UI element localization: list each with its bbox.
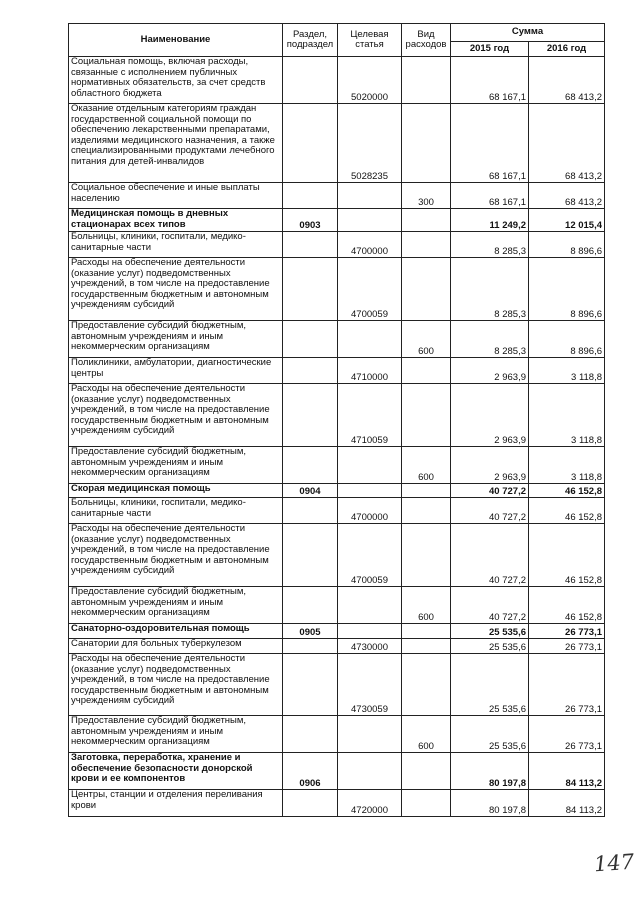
cell-target: 5028235 — [338, 104, 402, 183]
cell-2016: 46 152,8 — [529, 524, 605, 587]
cell-target — [338, 587, 402, 624]
cell-2016: 8 896,6 — [529, 232, 605, 258]
header-target: Целевая статья — [338, 24, 402, 57]
cell-2016: 46 152,8 — [529, 484, 605, 498]
cell-type — [402, 654, 451, 716]
table-row — [69, 484, 605, 498]
table-row — [69, 524, 605, 587]
cell-2015: 40 727,2 — [451, 524, 529, 587]
cell-name: Расходы на обеспечение деятельности (оказание услуг) подведомственных учреждений, в том числе на предоставление государственным бюджетным и автономным учреждениям субсидий — [69, 384, 283, 447]
cell-name: Предоставление субсидий бюджетным, автономным учреждениям и иным некоммерческим организациям — [69, 447, 283, 484]
cell-2015: 80 197,8 — [451, 753, 529, 790]
table-row — [69, 716, 605, 753]
cell-2015: 40 727,2 — [451, 484, 529, 498]
cell-name: Больницы, клиники, госпитали, медико-санитарные части — [69, 498, 283, 524]
table-row — [69, 447, 605, 484]
header-name: Наименование — [69, 24, 283, 57]
cell-2015: 25 535,6 — [451, 624, 529, 639]
cell-2015: 40 727,2 — [451, 587, 529, 624]
cell-2015: 68 167,1 — [451, 183, 529, 209]
cell-target: 4700059 — [338, 524, 402, 587]
table-row — [69, 639, 605, 654]
table-body — [69, 57, 605, 817]
cell-section — [283, 654, 338, 716]
cell-section — [283, 447, 338, 484]
cell-2015: 11 249,2 — [451, 209, 529, 232]
header-section: Раздел, подраздел — [283, 24, 338, 57]
cell-2016: 26 773,1 — [529, 624, 605, 639]
cell-section — [283, 232, 338, 258]
cell-name: Расходы на обеспечение деятельности (оказание услуг) подведомственных учреждений, в том числе на предоставление государственным бюджетным и автономным учреждениям субсидий — [69, 258, 283, 321]
cell-2016: 8 896,6 — [529, 321, 605, 358]
cell-target: 4710059 — [338, 384, 402, 447]
cell-name: Расходы на обеспечение деятельности (оказание услуг) подведомственных учреждений, в том числе на предоставление государственным бюджетным и автономным учреждениям субсидий — [69, 524, 283, 587]
cell-target: 4700000 — [338, 232, 402, 258]
cell-target: 4700000 — [338, 498, 402, 524]
cell-type — [402, 258, 451, 321]
cell-target: 4700059 — [338, 258, 402, 321]
cell-target — [338, 183, 402, 209]
cell-2016: 84 113,2 — [529, 753, 605, 790]
cell-2015: 25 535,6 — [451, 654, 529, 716]
table-row — [69, 104, 605, 183]
cell-2016: 46 152,8 — [529, 587, 605, 624]
cell-section: 0906 — [283, 753, 338, 790]
cell-2016: 3 118,8 — [529, 447, 605, 484]
cell-section — [283, 258, 338, 321]
page-number: 147 — [593, 849, 635, 877]
table-row — [69, 57, 605, 104]
cell-section — [283, 790, 338, 817]
cell-2015: 8 285,3 — [451, 321, 529, 358]
cell-2016: 26 773,1 — [529, 654, 605, 716]
cell-target: 5020000 — [338, 57, 402, 104]
cell-type — [402, 232, 451, 258]
cell-name: Скорая медицинская помощь — [69, 484, 283, 498]
cell-type: 600 — [402, 587, 451, 624]
header-year-2016: 2016 год — [529, 42, 605, 57]
cell-name: Санатории для больных туберкулезом — [69, 639, 283, 654]
cell-2015: 2 963,9 — [451, 447, 529, 484]
table-row — [69, 753, 605, 790]
cell-2016: 46 152,8 — [529, 498, 605, 524]
table-row — [69, 498, 605, 524]
cell-target — [338, 447, 402, 484]
table-row — [69, 384, 605, 447]
cell-section — [283, 104, 338, 183]
cell-target — [338, 209, 402, 232]
table-row — [69, 358, 605, 384]
table-row — [69, 258, 605, 321]
cell-type — [402, 209, 451, 232]
cell-target — [338, 716, 402, 753]
cell-name: Поликлиники, амбулатории, диагностические центры — [69, 358, 283, 384]
cell-name: Социальное обеспечение и иные выплаты населению — [69, 183, 283, 209]
cell-section: 0904 — [283, 484, 338, 498]
cell-type: 600 — [402, 447, 451, 484]
cell-target — [338, 753, 402, 790]
cell-type — [402, 753, 451, 790]
cell-section — [283, 524, 338, 587]
table-row — [69, 209, 605, 232]
cell-section — [283, 587, 338, 624]
cell-target — [338, 321, 402, 358]
cell-type — [402, 484, 451, 498]
table-row — [69, 624, 605, 639]
cell-target: 4720000 — [338, 790, 402, 817]
table-row — [69, 790, 605, 817]
cell-target — [338, 624, 402, 639]
cell-2016: 26 773,1 — [529, 639, 605, 654]
header-sum: Сумма — [451, 24, 605, 42]
header-type: Вид расходов — [402, 24, 451, 57]
cell-2016: 26 773,1 — [529, 716, 605, 753]
cell-name: Больницы, клиники, госпитали, медико-санитарные части — [69, 232, 283, 258]
cell-2016: 84 113,2 — [529, 790, 605, 817]
cell-2016: 3 118,8 — [529, 384, 605, 447]
cell-section: 0903 — [283, 209, 338, 232]
cell-type — [402, 358, 451, 384]
cell-2015: 68 167,1 — [451, 104, 529, 183]
table-row — [69, 321, 605, 358]
cell-2015: 25 535,6 — [451, 716, 529, 753]
cell-2015: 2 963,9 — [451, 358, 529, 384]
cell-section — [283, 498, 338, 524]
cell-2015: 25 535,6 — [451, 639, 529, 654]
cell-name: Предоставление субсидий бюджетным, автономным учреждениям и иным некоммерческим организациям — [69, 321, 283, 358]
cell-2016: 68 413,2 — [529, 183, 605, 209]
cell-type — [402, 57, 451, 104]
cell-type — [402, 104, 451, 183]
cell-section — [283, 57, 338, 104]
cell-type: 600 — [402, 321, 451, 358]
cell-type: 600 — [402, 716, 451, 753]
cell-name: Санаторно-оздоровительная помощь — [69, 624, 283, 639]
cell-2016: 8 896,6 — [529, 258, 605, 321]
cell-name: Расходы на обеспечение деятельности (оказание услуг) подведомственных учреждений, в том числе на предоставление государственным бюджетным и автономным учреждениям субсидий — [69, 654, 283, 716]
cell-name: Предоставление субсидий бюджетным, автономным учреждениям и иным некоммерческим организациям — [69, 587, 283, 624]
cell-section — [283, 384, 338, 447]
cell-2015: 8 285,3 — [451, 258, 529, 321]
cell-type — [402, 498, 451, 524]
cell-target — [338, 484, 402, 498]
table-row — [69, 232, 605, 258]
cell-type — [402, 524, 451, 587]
cell-2015: 40 727,2 — [451, 498, 529, 524]
cell-type: 300 — [402, 183, 451, 209]
cell-section — [283, 716, 338, 753]
cell-section: 0905 — [283, 624, 338, 639]
cell-name: Медицинская помощь в дневных стационарах всех типов — [69, 209, 283, 232]
cell-type — [402, 384, 451, 447]
cell-name: Заготовка, переработка, хранение и обеспечение безопасности донорской крови и ее компонентов — [69, 753, 283, 790]
cell-2015: 8 285,3 — [451, 232, 529, 258]
table-row — [69, 587, 605, 624]
cell-section — [283, 358, 338, 384]
cell-2015: 80 197,8 — [451, 790, 529, 817]
cell-name: Центры, станции и отделения переливания крови — [69, 790, 283, 817]
cell-section — [283, 639, 338, 654]
cell-section — [283, 321, 338, 358]
cell-2015: 68 167,1 — [451, 57, 529, 104]
cell-type — [402, 639, 451, 654]
table-row — [69, 654, 605, 716]
cell-name: Социальная помощь, включая расходы, связанные с исполнением публичных нормативных обязательств, за счет средств областного бюджета — [69, 57, 283, 104]
cell-name: Оказание отдельным категориям граждан государственной социальной помощи по обеспечению лекарственными препаратами, изделиями медицинского назначения, а также специализированными продуктами лечебного питания для детей-инвалидов — [69, 104, 283, 183]
cell-type — [402, 624, 451, 639]
cell-2016: 12 015,4 — [529, 209, 605, 232]
cell-2015: 2 963,9 — [451, 384, 529, 447]
cell-section — [283, 183, 338, 209]
cell-type — [402, 790, 451, 817]
table-row — [69, 183, 605, 209]
cell-2016: 68 413,2 — [529, 104, 605, 183]
cell-target: 4710000 — [338, 358, 402, 384]
cell-2016: 3 118,8 — [529, 358, 605, 384]
cell-2016: 68 413,2 — [529, 57, 605, 104]
cell-target: 4730059 — [338, 654, 402, 716]
header-year-2015: 2015 год — [451, 42, 529, 57]
budget-table — [68, 23, 605, 817]
cell-target: 4730000 — [338, 639, 402, 654]
cell-name: Предоставление субсидий бюджетным, автономным учреждениям и иным некоммерческим организациям — [69, 716, 283, 753]
